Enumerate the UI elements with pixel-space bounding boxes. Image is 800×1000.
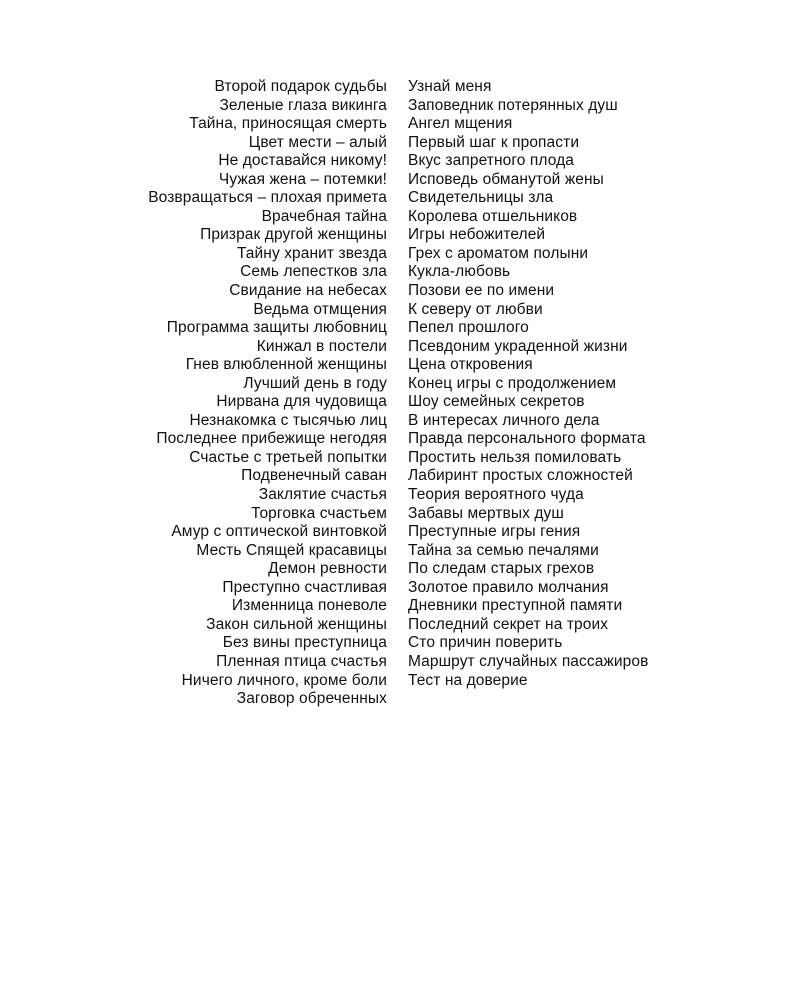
- left-title: Тайну хранит звезда: [236, 244, 387, 262]
- right-title: Свидетельницы зла: [408, 189, 554, 207]
- right-title: Вкус запретного плода: [408, 152, 574, 170]
- right-title: Теория вероятного чуда: [408, 486, 584, 504]
- left-title: Зеленые глаза викинга: [219, 96, 387, 114]
- right-title: Дневники преступной памяти: [408, 597, 623, 615]
- left-title: Счастье с третьей попытки: [189, 448, 387, 466]
- right-title: Псевдоним украденной жизни: [408, 337, 628, 355]
- right-title: Правда персонального формата: [408, 430, 646, 448]
- left-title: Не доставайся никому!: [218, 152, 387, 170]
- left-title: Без вины преступница: [222, 634, 387, 652]
- left-title: Амур с оптической винтовкой: [171, 523, 387, 541]
- right-title: Кукла-любовь: [408, 263, 511, 281]
- left-title: Возвращаться – плохая примета: [148, 189, 387, 207]
- left-title: Кинжал в постели: [256, 337, 387, 355]
- left-title: Чужая жена – потемки!: [218, 170, 387, 188]
- left-title: Подвенечный саван: [241, 467, 387, 485]
- right-title: Королева отшельников: [408, 207, 578, 225]
- left-title: Пленная птица счастья: [216, 652, 387, 670]
- left-column: [148, 78, 387, 709]
- right-title: Преступные игры гения: [408, 523, 581, 541]
- left-title: Гнев влюбленной женщины: [185, 356, 387, 374]
- right-title: Простить нельзя помиловать: [408, 448, 622, 466]
- left-title: Призрак другой женщины: [200, 226, 387, 244]
- left-title: Месть Спящей красавицы: [196, 541, 387, 559]
- left-title: Тайна, приносящая смерть: [189, 115, 387, 133]
- left-title: Преступно счастливая: [222, 578, 387, 596]
- left-title: Ничего личного, кроме боли: [181, 671, 387, 689]
- right-title: Узнай меня: [408, 78, 492, 95]
- left-title: Изменница поневоле: [231, 597, 387, 615]
- left-title: Нирвана для чудовища: [216, 393, 387, 411]
- left-title: Программа защиты любовниц: [166, 319, 387, 337]
- left-title: Демон ревности: [268, 560, 387, 578]
- left-title: Незнакомка с тысячью лиц: [189, 411, 387, 429]
- left-title: Последнее прибежище негодяя: [156, 430, 387, 448]
- left-title: Заговор обреченных: [236, 690, 387, 708]
- left-title: Закон сильной женщины: [206, 615, 387, 633]
- left-title: Ведьма отмщения: [253, 300, 387, 318]
- right-title: Исповедь обманутой жены: [408, 170, 604, 188]
- left-title: Цвет мести – алый: [248, 133, 387, 151]
- right-title: Заповедник потерянных душ: [408, 96, 618, 114]
- right-title: К северу от любви: [408, 300, 543, 318]
- right-title: Лабиринт простых сложностей: [408, 467, 633, 485]
- right-title: Сто причин поверить: [408, 634, 563, 652]
- left-title: Торговка счастьем: [251, 504, 387, 522]
- right-title: Тайна за семью печалями: [408, 541, 599, 559]
- left-title: Заклятие счастья: [258, 486, 387, 504]
- right-title: Шоу семейных секретов: [408, 393, 585, 411]
- right-column: [408, 78, 648, 690]
- right-title: Маршрут случайных пассажиров: [408, 652, 649, 670]
- right-title: Первый шаг к пропасти: [408, 133, 580, 151]
- right-title: По следам старых грехов: [408, 560, 595, 578]
- right-title: Грех с ароматом полыни: [408, 244, 589, 262]
- left-title: Второй подарок судьбы: [214, 78, 387, 95]
- right-title: Пепел прошлого: [408, 319, 529, 337]
- right-title: Забавы мертвых душ: [408, 504, 564, 522]
- left-title: Врачебная тайна: [261, 207, 387, 225]
- right-title: Золотое правило молчания: [408, 578, 609, 596]
- right-title: Тест на доверие: [408, 671, 528, 689]
- right-title: Конец игры с продолжением: [408, 374, 617, 392]
- left-title: Свидание на небесах: [229, 282, 387, 300]
- right-title: Игры небожителей: [408, 226, 546, 244]
- right-title: Ангел мщения: [408, 115, 513, 133]
- left-title: Лучший день в году: [243, 374, 387, 392]
- right-title: Позови ее по имени: [408, 282, 555, 300]
- left-title: Семь лепестков зла: [240, 263, 387, 281]
- right-title: Последний секрет на троих: [408, 615, 609, 633]
- right-title: Цена откровения: [408, 356, 533, 374]
- right-title: В интересах личного дела: [408, 411, 600, 429]
